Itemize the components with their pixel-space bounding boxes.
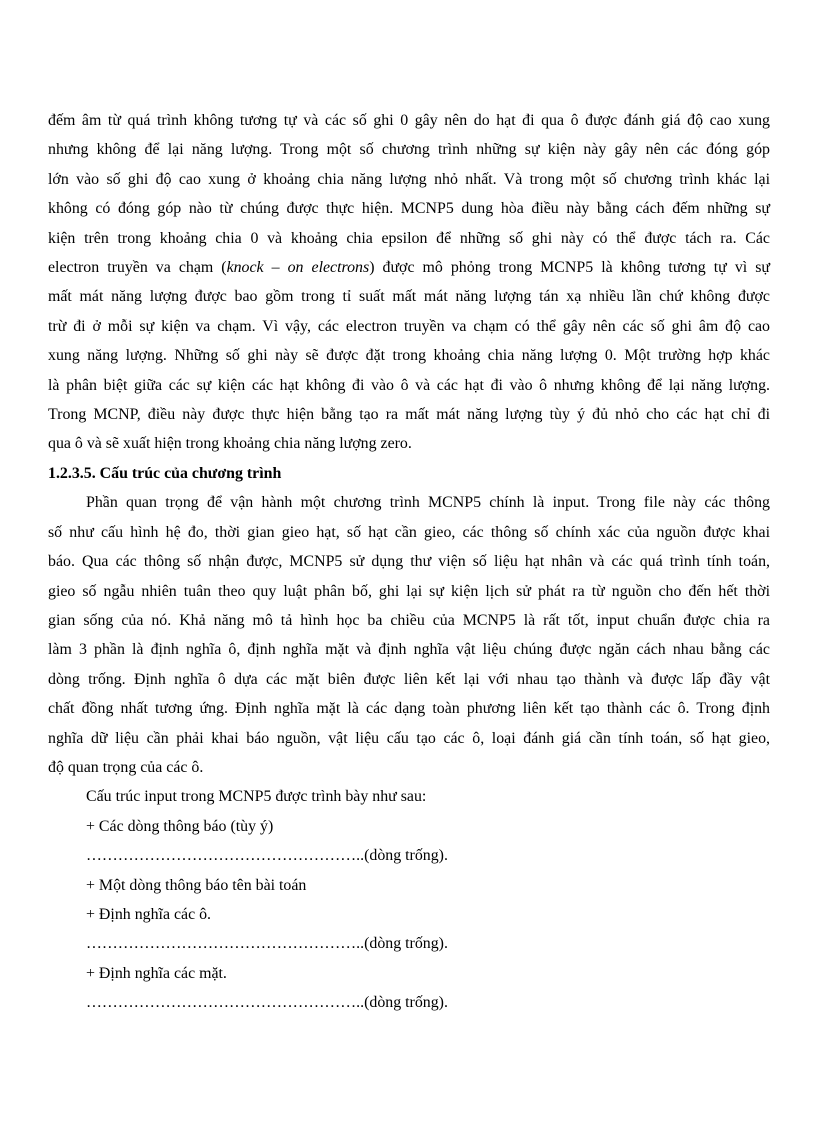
text-line: gian sống của nó. Khả năng mô tả hình học ba chiều của MCNP5 là rất tốt, input chuẩn được chia ra: [48, 611, 770, 629]
text-line: dòng trống. Định nghĩa ô dựa các mặt biên được liên kết lại với nhau tạo thành và được lấp đầy vật: [48, 670, 770, 688]
text-line: đếm âm từ quá trình không tương tự và các số ghi 0 gây nên do hạt đi qua ô được đánh giá độ cao xung: [48, 112, 770, 129]
text-line: kiện trên trong khoảng chia 0 và khoảng chia epsilon để những số ghi này có thể được tách ra. Các: [48, 229, 770, 247]
list-item: ……………………………………………..(dòng trống).: [86, 847, 448, 865]
text-fragment: electron truyền va chạm (: [48, 259, 227, 277]
list-item: ……………………………………………..(dòng trống).: [86, 935, 448, 953]
text-line: không có đóng góp nào từ chúng được thực hiện. MCNP5 dung hòa điều này bằng cách đếm những sự: [48, 200, 770, 218]
document-page: [48, 106, 770, 1018]
text-line: làm 3 phần là định nghĩa ô, định nghĩa mặt và định nghĩa vật liệu chúng được ngăn cách nhau bằng các: [48, 641, 770, 659]
input-structure-list: [48, 782, 770, 1017]
text-line: gieo số ngẫu nhiên tuân theo quy luật phân bố, ghi lại sự kiện lịch sử phát ra từ nguồn cho đến hết thời: [48, 582, 770, 600]
text-line: Trong MCNP, điều này được thực hiện bằng tạo ra mất mát năng lượng tùy ý đủ nhỏ cho các hạt chỉ đi: [48, 406, 770, 424]
list-item: + Định nghĩa các mặt.: [86, 964, 227, 982]
section-heading: 1.2.3.5. Cấu trúc của chương trình: [48, 464, 282, 482]
text-line: lớn vào số ghi độ cao xung ở khoảng chia năng lượng nhỏ nhất. Và trong một số chương trình khác lại: [48, 170, 770, 188]
text-line: qua ô và sẽ xuất hiện trong khoảng chia năng lượng zero.: [48, 435, 412, 453]
text-line: xung năng lượng. Những số ghi này sẽ được đặt trong khoảng chia năng lượng 0. Một trường hợp khác: [48, 347, 770, 365]
text-line: là phân biệt giữa các sự kiện các hạt không đi vào ô và các hạt đi vào ô nhưng không để lại năng lượng.: [48, 376, 770, 394]
list-item: + Các dòng thông báo (tùy ý): [86, 817, 274, 835]
list-item: + Định nghĩa các ô.: [86, 905, 212, 923]
body-paragraph-2: [48, 488, 770, 782]
text-line: số như cấu hình hệ đo, thời gian gieo hạt, số hạt cần gieo, các thông số chính xác của nguồn được khai: [48, 523, 770, 541]
body-paragraph-1: [48, 106, 770, 459]
text-line: trừ đi ở mỗi sự kiện va chạm. Vì vậy, các electron truyền va chạm có thể gây nên các số ghi âm độ cao: [48, 317, 770, 335]
text-line-indented: Phần quan trọng để vận hành một chương trình MCNP5 chính là input. Trong file này các thông: [86, 494, 770, 512]
list-item: ……………………………………………..(dòng trống).: [86, 994, 448, 1012]
text-fragment: ) được mô phỏng trong MCNP5 là không tương tự vì sự: [369, 259, 770, 277]
text-line-with-italic: [48, 253, 770, 282]
text-line: báo. Qua các thông số nhận được, MCNP5 sử dụng thư viện số liệu hạt nhân và các quá trình tính toán,: [48, 553, 770, 571]
text-line: nhưng không để lại năng lượng. Trong một số chương trình những sự kiện này gây nên các đóng góp: [48, 141, 770, 159]
text-line: độ quan trọng của các ô.: [48, 758, 204, 776]
italic-term: knock – on electrons: [226, 259, 370, 277]
text-line: nghĩa dữ liệu cần phải khai báo nguồn, vật liệu cấu tạo các ô, loại đánh giá cần tính toán, số hạt gieo,: [48, 729, 770, 747]
list-intro: Cấu trúc input trong MCNP5 được trình bày như sau:: [86, 788, 427, 806]
list-item: + Một dòng thông báo tên bài toán: [86, 876, 307, 894]
text-line: mất mát năng lượng được bao gồm trong tỉ suất mất mát năng lượng tán xạ nhiều lần chứ không được: [48, 288, 770, 306]
text-line: chất đồng nhất tương ứng. Định nghĩa mặt là các dạng toàn phương liên kết tạo thành các ô. Trong định: [48, 700, 770, 718]
